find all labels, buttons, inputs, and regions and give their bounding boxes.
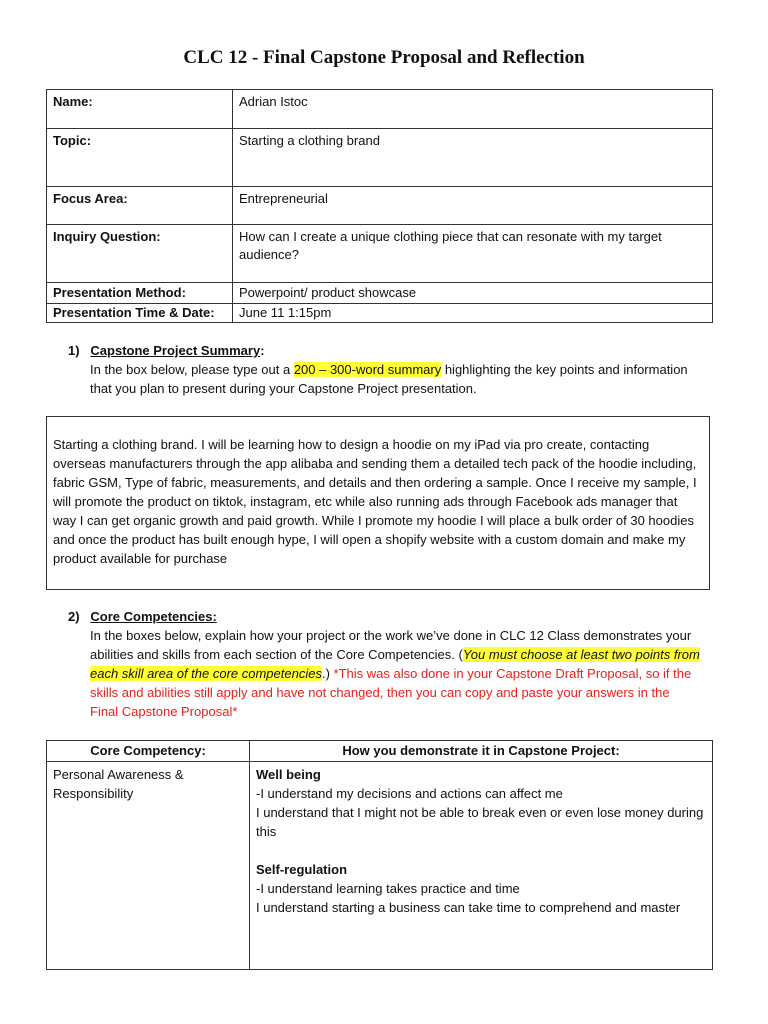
draft-proposal-note: *This was also done in your Capstone Draft Proposal, so if the skills and abilities still apply and have not changed, then you can copy and paste your answers in the Final Capstone Proposal* [90,666,692,719]
self-regulation-line: I understand starting a business can take time to comprehend and master [256,900,681,915]
topic-value: Starting a clothing brand [233,129,713,187]
student-info-table [46,89,713,323]
name-value: Adrian Istoc [233,90,713,129]
focus-area-value: Entrepreneurial [233,187,713,225]
core-competency-table [46,740,713,970]
wellbeing-line: -I understand my decisions and actions can affect me [256,786,563,801]
presentation-time-value: June 11 1:15pm [233,304,713,323]
section-number: 2) [68,609,80,624]
core-competencies-heading-text: Core Competencies: [90,609,217,624]
table-header-row [47,741,713,762]
inquiry-question-label: Inquiry Question: [47,225,233,283]
presentation-time-label: Presentation Time & Date: [47,304,233,323]
table-row [47,283,713,304]
self-regulation-title: Self-regulation [256,862,348,877]
wellbeing-line: I understand that I might not be able to break even or even lose money during this [256,805,704,839]
instructions-text: In the boxes below, explain how your project or the work we’ve done in CLC 12 Class demonstrates your abilities and skills from each section of the Core Competencies. ( [90,628,692,662]
core-competencies-instructions [68,626,700,721]
competency-demonstration [250,762,713,970]
core-competencies-section [68,607,700,721]
inquiry-question-value: How can I create a unique clothing piece that can resonate with my target audience? [233,225,713,283]
section-number: 1) [68,343,80,358]
summary-heading-colon: : [260,343,265,358]
focus-area-label: Focus Area: [47,187,233,225]
summary-heading [68,341,700,360]
presentation-method-label: Presentation Method: [47,283,233,304]
core-competencies-heading [68,607,700,626]
page-title: CLC 12 - Final Capstone Proposal and Reflection [183,47,585,68]
choose-two-points-highlight: You must choose at least two points from each skill area of the core competencies [90,647,700,681]
summary-section [68,341,700,398]
instructions-text: .) [321,666,334,681]
summary-box: Starting a clothing brand. I will be learning how to design a hoodie on my iPad via pro create, contacting overseas manufacturers through the app alibaba and sending them a detailed tech pack of the hoodie including, fabric GSM, Type of fabric, measurements, and details and then ordering a sample. Once I receive my sample, I will promote the product on tiktok, instagram, etc while also running ads through Facebook ads manager that way I can get organic growth and paid growth. While I promote my hoodie I will place a bulk order of 30 hoodies and once the product has built enough hype, I will open a shopify website with a custom domain and make my product available for purchase [46,416,710,590]
wellbeing-title: Well being [256,767,321,782]
word-count-highlight: 200 – 300-word summary [293,362,442,377]
table-row [47,304,713,323]
topic-label: Topic: [47,129,233,187]
demonstration-header: How you demonstrate it in Capstone Project: [250,741,713,762]
competency-personal-awareness: Personal Awareness & Responsibility [47,762,250,970]
table-row [47,90,713,129]
table-row [47,187,713,225]
table-row [47,762,713,970]
table-row [47,129,713,187]
presentation-method-value: Powerpoint/ product showcase [233,283,713,304]
instructions-text: In the box below, please type out a [90,362,294,377]
core-competency-header: Core Competency: [47,741,250,762]
summary-heading-text: Capstone Project Summary [90,343,261,358]
self-regulation-line: -I understand learning takes practice and time [256,881,520,896]
name-label: Name: [47,90,233,129]
instructions-text: highlighting the key points and information that you plan to present during your Capstone Project presentation. [90,362,688,396]
summary-instructions [68,360,700,398]
table-row [47,225,713,283]
